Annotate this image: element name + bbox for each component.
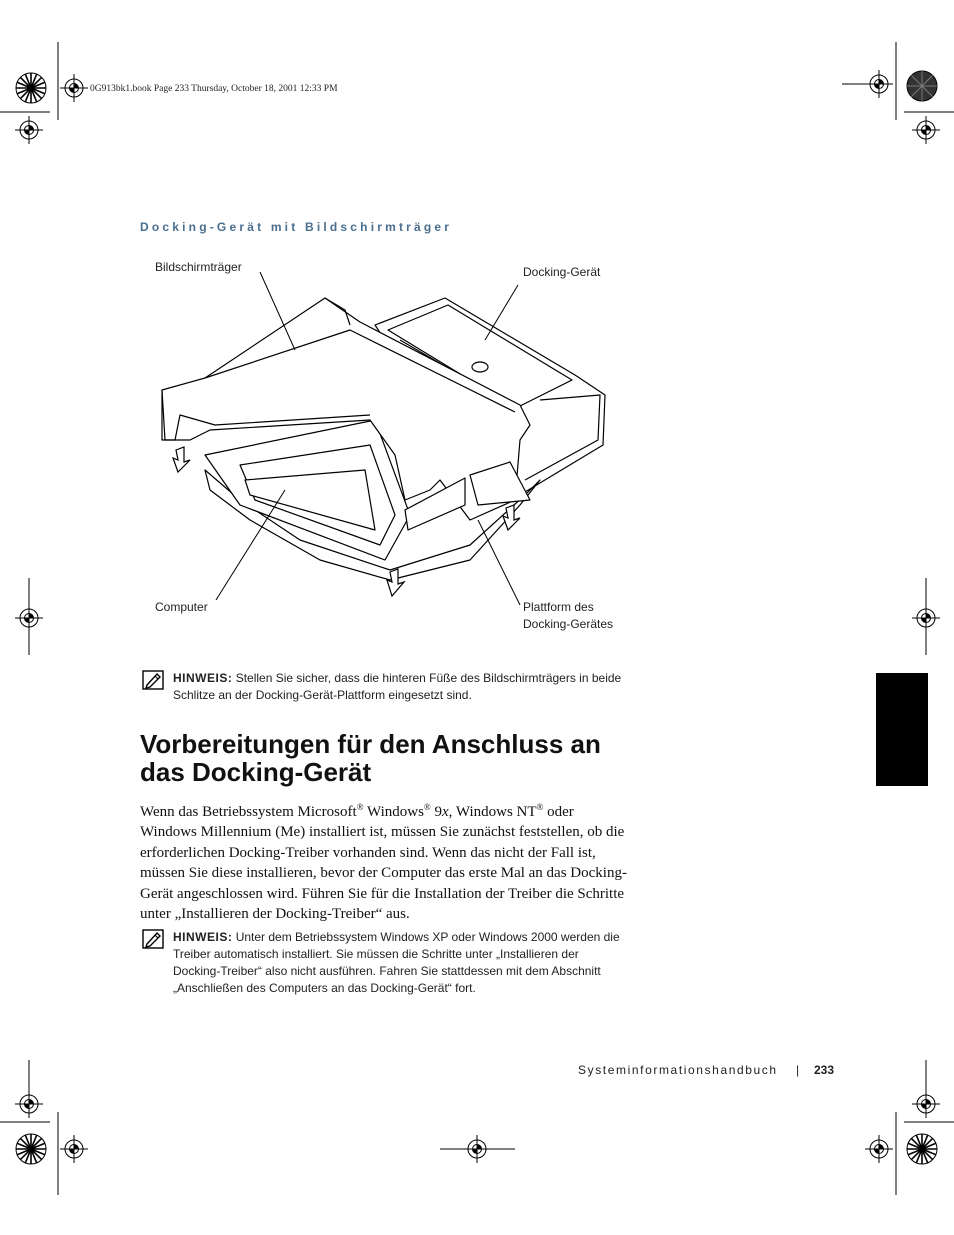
note-1-text: Stellen Sie sicher, dass die hinteren Füße des Bildschirmträgers in beide Schlitze an der Docking-Gerät-Plattform eingesetzt sind. [173, 671, 622, 702]
callout-monitor-stand: Bildschirmträger [155, 260, 242, 274]
footer-page-number: 233 [814, 1063, 835, 1077]
note-2-label: HINWEIS: [173, 930, 233, 944]
docking-illustration [150, 255, 620, 615]
print-header: 0G913bk1.book Page 233 Thursday, October 18, 2001 12:33 PM [90, 84, 338, 94]
footer-separator: | [796, 1063, 800, 1077]
callout-computer: Computer [155, 600, 208, 614]
note-1-label: HINWEIS: [173, 671, 233, 685]
note-1 [173, 670, 628, 704]
note-2-text: Unter dem Betriebssystem Windows XP oder Windows 2000 werden die Treiber automatisch installiert. Sie müssen die Schritte unter „Installieren der Docking-Treiber“ also nicht ausführen. Fahren Sie stattdessen mit dem Abschnitt „Anschließen des Computers an das Docking-Gerät“ fort. [173, 930, 620, 995]
figure-title: Docking-Gerät mit Bildschirmträger [140, 220, 453, 234]
para-part5: , Windows NT [448, 804, 537, 820]
chapter-tab [876, 673, 928, 786]
callout-platform-line1: Plattform des [523, 600, 594, 614]
note-2 [173, 929, 628, 997]
footer-book-title: Systeminformationshandbuch [578, 1063, 778, 1077]
para-part6: oder Windows Millennium (Me) installiert ist, müssen Sie zunächst feststellen, ob die erforderlichen Docking-Treiber vorhanden sind. Wenn das nicht der Fall ist, müssen Sie diese installieren, bevor der Computer das erste Mal an das Docking-Gerät angeschlossen wird. Führen Sie für die Installation der Treiber die Schritte unter „Installieren der Docking-Treiber“ aus. [140, 804, 627, 923]
note-pencil-icon [142, 670, 164, 690]
registered-mark-1: ® [356, 802, 364, 812]
body-paragraph [140, 797, 630, 924]
section-heading-line2: das Docking-Gerät [140, 757, 372, 787]
registered-mark-2: ® [423, 802, 431, 812]
registered-mark-3: ® [536, 802, 544, 812]
section-heading [140, 730, 640, 786]
callout-platform-line2: Docking-Gerätes [523, 617, 614, 631]
para-part4: x [442, 804, 449, 820]
note-pencil-icon [142, 929, 164, 949]
section-heading-line1: Vorbereitungen für den Anschluss an [140, 729, 601, 759]
callout-docking-device: Docking-Gerät [523, 265, 601, 279]
para-part1: Wenn das Betriebssystem Microsoft [140, 804, 357, 820]
para-part2: Windows [363, 804, 424, 820]
para-part3: 9 [430, 804, 442, 820]
